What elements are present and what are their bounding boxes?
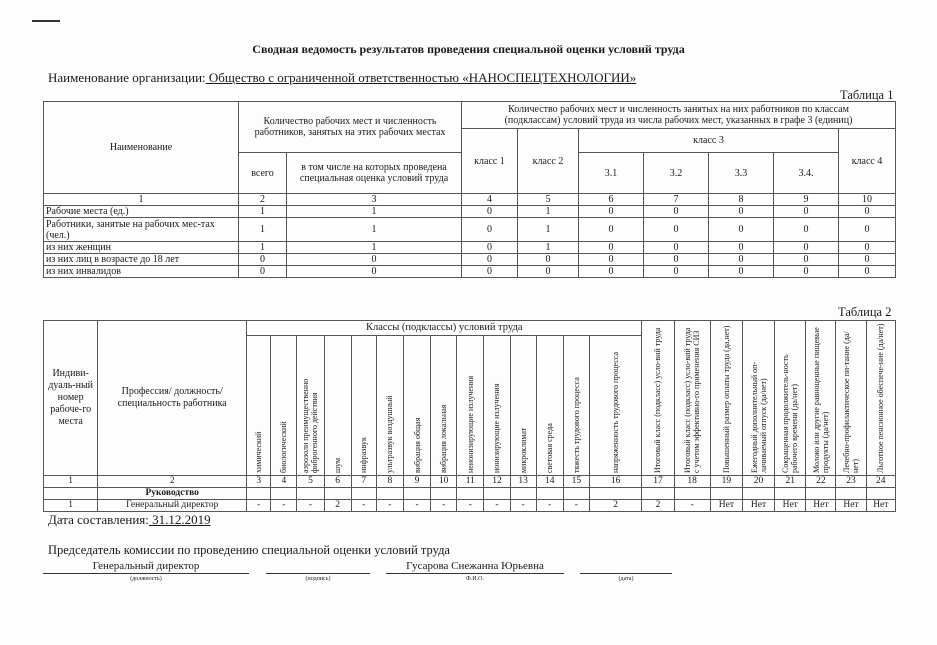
- col-number: 10: [431, 476, 457, 488]
- header-factor: [351, 335, 376, 475]
- caption-signature: (подпись): [305, 576, 331, 582]
- cell-value: 0: [774, 266, 839, 278]
- document-title: Сводная ведомость результатов проведения специальной оценки условий труда: [252, 42, 685, 56]
- cell-value: 0: [644, 218, 709, 242]
- header-group-a: Количество рабочих мест и численность работников, занятых на этих рабочих местах: [239, 102, 462, 153]
- cell-value: Нет: [775, 500, 806, 512]
- cell-value: Нет: [742, 500, 774, 512]
- col-number: 5: [297, 476, 324, 488]
- cell-value: 0: [839, 242, 896, 254]
- header-extra-label: Итоговый класс (подкласс) усло-вий труда с учетом эффективно-го применения СИЗ: [683, 327, 702, 473]
- col-number: 8: [376, 476, 403, 488]
- cell-value: 0: [774, 242, 839, 254]
- col-number: 1: [44, 194, 239, 206]
- section-cell-empty: [710, 488, 742, 500]
- cell-value: 0: [709, 266, 774, 278]
- header-factor: [563, 335, 589, 475]
- header-factor: [376, 335, 403, 475]
- table2-label: Таблица 2: [838, 305, 892, 319]
- col-number: 6: [579, 194, 644, 206]
- header-classes-group: Классы (подклассы) условий труда: [247, 321, 642, 336]
- cell-value: 2: [642, 500, 674, 512]
- caption-fio: Ф.И.О.: [466, 576, 484, 582]
- cell-value: -: [403, 500, 430, 512]
- cell-value: -: [674, 500, 710, 512]
- cell-value: 0: [644, 242, 709, 254]
- cell-value: 0: [579, 206, 644, 218]
- header-factor: [510, 335, 536, 475]
- organization-line: [48, 70, 636, 86]
- table1-label: Таблица 1: [840, 88, 894, 102]
- table-row: [44, 218, 896, 242]
- row-name: Работники, занятые на рабочих мес-тах (чел.): [44, 218, 239, 242]
- cell-value: -: [536, 500, 563, 512]
- section-cell-empty: [510, 488, 536, 500]
- header-name: Наименование: [44, 102, 239, 194]
- col-number: 22: [806, 476, 836, 488]
- table-row: [44, 254, 896, 266]
- cell-value: -: [457, 500, 484, 512]
- cell-value: 0: [839, 206, 896, 218]
- table-row: [44, 206, 896, 218]
- chair-sign-date: [580, 560, 672, 574]
- header-factor-label: шум: [333, 457, 343, 473]
- col-number: 6: [324, 476, 351, 488]
- commission-chair-label: Председатель комиссии по проведению специальной оценки условий труда: [48, 543, 450, 557]
- compiled-date-value: 31.12.2019: [148, 512, 211, 527]
- chair-signature: [266, 560, 370, 574]
- row-name: из них женщин: [44, 242, 239, 254]
- chair-position: Генеральный директор: [43, 560, 249, 574]
- section-cell-empty: [247, 488, 271, 500]
- cell-value: 0: [709, 218, 774, 242]
- cell-value: 0: [518, 266, 579, 278]
- cell-value: 1: [518, 206, 579, 218]
- header-factor: [324, 335, 351, 475]
- header-factor-label: биологический: [279, 421, 289, 473]
- col-number: 7: [644, 194, 709, 206]
- cell-value: 0: [287, 266, 462, 278]
- header-factor: [271, 335, 297, 475]
- organization-label: Наименование организации:: [48, 70, 206, 85]
- header-factor-label: неионизирующие излучения: [465, 375, 475, 473]
- cell-value: 0: [579, 242, 644, 254]
- header-factor-label: инфразвук: [359, 437, 369, 473]
- scan-mark: [32, 20, 60, 22]
- col-number: 10: [839, 194, 896, 206]
- cell-value: -: [271, 500, 297, 512]
- section-cell-empty: [297, 488, 324, 500]
- cell-value: 1: [287, 218, 462, 242]
- header-factor-label: аэрозоли преимущественно фиброгенного действия: [301, 378, 320, 473]
- header-extra-label: Повышенный размер оплаты труда (да,нет): [721, 325, 731, 473]
- section-cell-empty: [775, 488, 806, 500]
- cell-value: 1: [518, 218, 579, 242]
- col-number: 11: [457, 476, 484, 488]
- cell-value: Нет: [866, 500, 895, 512]
- header-factor-label: вибрация общая: [412, 417, 422, 473]
- header-factor: [484, 335, 510, 475]
- cell-value: 2: [589, 500, 641, 512]
- header-factor-label: ионизирующие излучения: [492, 383, 502, 473]
- cell-value: Нет: [710, 500, 742, 512]
- section-cell-empty: [806, 488, 836, 500]
- header-extra-label: Итоговый класс (подкласс) усло-вий труда: [653, 327, 663, 473]
- col-number: 18: [674, 476, 710, 488]
- col-number: 5: [518, 194, 579, 206]
- col-number: 3: [247, 476, 271, 488]
- header-extra: [674, 321, 710, 476]
- header-class3-1: 3.1: [579, 153, 644, 194]
- header-factor: [536, 335, 563, 475]
- cell-value: -: [376, 500, 403, 512]
- cell-value: -: [484, 500, 510, 512]
- row-name: из них лиц в возрасте до 18 лет: [44, 254, 239, 266]
- header-extra: [710, 321, 742, 476]
- profession: Генеральный директор: [98, 500, 247, 512]
- cell-value: 0: [462, 218, 518, 242]
- header-class1: класс 1: [462, 129, 518, 194]
- col-number: 20: [742, 476, 774, 488]
- col-number: 4: [462, 194, 518, 206]
- workplace-id: 1: [44, 500, 98, 512]
- section-title: Руководство: [98, 488, 247, 500]
- header-factor-label: микроклимат: [518, 427, 528, 473]
- cell-value: Нет: [836, 500, 866, 512]
- header-workplace-id: Индиви-дуаль-ный номер рабоче-го места: [44, 321, 98, 476]
- section-cell-empty: [866, 488, 895, 500]
- cell-value: 0: [239, 254, 287, 266]
- header-factor: [403, 335, 430, 475]
- section-cell-empty: [403, 488, 430, 500]
- cell-value: -: [510, 500, 536, 512]
- cell-value: 0: [579, 218, 644, 242]
- cell-value: 0: [644, 206, 709, 218]
- col-number: 9: [403, 476, 430, 488]
- header-class3: класс 3: [579, 129, 839, 153]
- header-extra-label: Льготное пенсионное обеспече-ние (да/нет): [876, 323, 886, 473]
- col-number: 21: [775, 476, 806, 488]
- cell-value: -: [247, 500, 271, 512]
- section-cell-empty: [536, 488, 563, 500]
- summary-table-2: [43, 320, 896, 512]
- header-class4: класс 4: [839, 129, 896, 194]
- header-group-b: Количество рабочих мест и численность занятых на них работников по классам (подклассам) условий труда из числа рабочих мест, указанных в графе 3 (единиц): [462, 102, 896, 129]
- section-cell-empty: [376, 488, 403, 500]
- summary-table-1: [43, 101, 896, 278]
- section-row: [44, 488, 896, 500]
- caption-date: (дата): [618, 576, 634, 582]
- header-factor: [297, 335, 324, 475]
- section-cell-empty: [642, 488, 674, 500]
- col-number: 23: [836, 476, 866, 488]
- header-factor-label: химический: [254, 431, 264, 473]
- header-factor: [589, 335, 641, 475]
- cell-value: Нет: [806, 500, 836, 512]
- header-factor-label: ультразвук воздушный: [385, 395, 395, 473]
- cell-value: 0: [462, 266, 518, 278]
- header-factor: [457, 335, 484, 475]
- section-cell-empty: [589, 488, 641, 500]
- header-factor-label: вибрация локальная: [439, 404, 449, 473]
- col-number: 2: [98, 476, 247, 488]
- cell-value: 0: [709, 254, 774, 266]
- section-cell-empty: [563, 488, 589, 500]
- section-cell-empty: [742, 488, 774, 500]
- cell-value: 0: [462, 242, 518, 254]
- header-class3-3: 3.3: [709, 153, 774, 194]
- col-number: 16: [589, 476, 641, 488]
- cell-value: 1: [239, 242, 287, 254]
- cell-value: 0: [709, 242, 774, 254]
- header-profession: Профессия/ должность/ специальность работника: [98, 321, 247, 476]
- col-number: 19: [710, 476, 742, 488]
- column-number-row: [44, 194, 896, 206]
- col-number: 1: [44, 476, 98, 488]
- col-number: 24: [866, 476, 895, 488]
- header-class3-2: 3.2: [644, 153, 709, 194]
- header-class2: класс 2: [518, 129, 579, 194]
- cell-value: 0: [774, 218, 839, 242]
- caption-position: (должность): [130, 576, 162, 582]
- cell-value: 1: [287, 206, 462, 218]
- header-extra-label: Сокращенная продолжитель-ность рабочего времени (да/нет): [781, 354, 800, 473]
- table-row: [44, 266, 896, 278]
- cell-value: 0: [518, 254, 579, 266]
- header-factor: [247, 335, 271, 475]
- row-name: из них инвалидов: [44, 266, 239, 278]
- column-number-row: [44, 476, 896, 488]
- cell-value: 0: [644, 266, 709, 278]
- col-number: 14: [536, 476, 563, 488]
- header-extra-label: Молоко или другие равноценные пищевые продукты (да/нет): [811, 327, 830, 473]
- header-extra: [642, 321, 674, 476]
- col-number: 9: [774, 194, 839, 206]
- cell-value: -: [351, 500, 376, 512]
- cell-value: 0: [774, 254, 839, 266]
- cell-value: 0: [462, 206, 518, 218]
- cell-value: 0: [839, 218, 896, 242]
- section-cell-empty: [457, 488, 484, 500]
- organization-name: Общество с ограниченной ответственностью «НАНОСПЕЦТЕХНОЛОГИИ»: [205, 70, 637, 85]
- header-extra: [836, 321, 866, 476]
- cell-value: -: [563, 500, 589, 512]
- section-cell-empty: [324, 488, 351, 500]
- header-extra: [806, 321, 836, 476]
- header-factor-label: световая среда: [545, 423, 555, 473]
- cell-value: 1: [287, 242, 462, 254]
- cell-value: 1: [518, 242, 579, 254]
- compiled-date-label: Дата составления:: [48, 512, 149, 527]
- col-number: 4: [271, 476, 297, 488]
- col-number: 7: [351, 476, 376, 488]
- header-assessed: в том числе на которых проведена специальная оценка условий труда: [287, 153, 462, 194]
- col-number: 13: [510, 476, 536, 488]
- section-cell-empty: [674, 488, 710, 500]
- cell-value: -: [431, 500, 457, 512]
- cell-value: 0: [239, 266, 287, 278]
- cell-value: 0: [709, 206, 774, 218]
- table-row: [44, 242, 896, 254]
- header-extra-label: Ежегодный дополнительный оп-лачиваемый отпуск (да/нет): [749, 361, 768, 473]
- section-cell-empty: [836, 488, 866, 500]
- cell-value: 0: [287, 254, 462, 266]
- row-name: Рабочие места (ед.): [44, 206, 239, 218]
- header-factor-label: тяжесть трудового процесса: [571, 377, 581, 473]
- header-extra: [742, 321, 774, 476]
- cell-value: 0: [462, 254, 518, 266]
- cell-value: 1: [239, 206, 287, 218]
- cell-value: 1: [239, 218, 287, 242]
- cell-value: 0: [839, 254, 896, 266]
- col-number: 3: [287, 194, 462, 206]
- header-extra-label: Лечебно-профилактическое пи-тание (да/нет): [842, 331, 861, 473]
- cell-value: 2: [324, 500, 351, 512]
- section-cell-empty: [484, 488, 510, 500]
- header-extra: [775, 321, 806, 476]
- cell-value: 0: [644, 254, 709, 266]
- col-number: 12: [484, 476, 510, 488]
- col-number: 2: [239, 194, 287, 206]
- header-extra: [866, 321, 895, 476]
- header-class3-4: 3.4.: [774, 153, 839, 194]
- section-cell-empty: [351, 488, 376, 500]
- header-factor: [431, 335, 457, 475]
- col-number: 8: [709, 194, 774, 206]
- section-cell-empty: [271, 488, 297, 500]
- cell-value: 0: [579, 266, 644, 278]
- section-cell-empty: [44, 488, 98, 500]
- chair-fio: Гусарова Снежанна Юрьевна: [386, 560, 564, 574]
- cell-value: 0: [839, 266, 896, 278]
- col-number: 17: [642, 476, 674, 488]
- col-number: 15: [563, 476, 589, 488]
- header-total: всего: [239, 153, 287, 194]
- cell-value: 0: [579, 254, 644, 266]
- cell-value: 0: [774, 206, 839, 218]
- compiled-date-line: [48, 512, 211, 528]
- header-factor-label: напряженность трудового процесса: [611, 351, 621, 473]
- section-cell-empty: [431, 488, 457, 500]
- cell-value: -: [297, 500, 324, 512]
- table-row: [44, 500, 896, 512]
